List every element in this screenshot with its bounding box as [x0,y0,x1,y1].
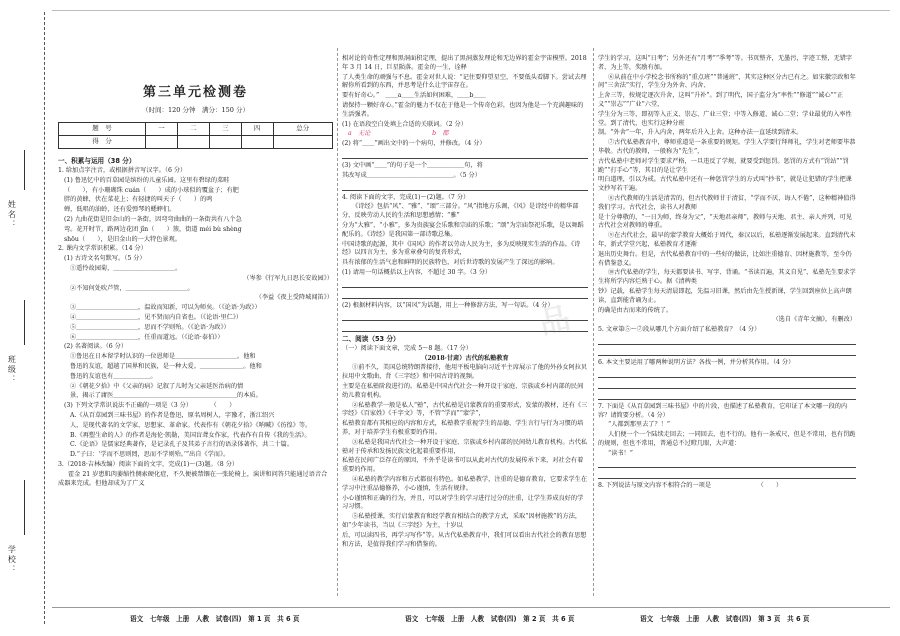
section-heading: 二、阅读（53 分） [342,334,400,343]
score-cell[interactable] [177,135,209,148]
text-line: (2) 九曲花街是旧金山的一条街，因弯弯曲曲的一条街共有八个急 [64,216,242,224]
watermark: 品 [536,299,580,342]
answer-line[interactable] [342,291,588,299]
score-cell: 得 分 [59,135,146,148]
text-line: 6. 本文主要运用了哪两种说明方法？各找一例，并分析其作用。（4 分） [598,358,795,366]
text-line: 8. 下列说法与原文内容不相符合的一项是 （ ） [598,482,783,490]
text-line: 5. 文章第⑤～⑦段从哪几个方面介绍了私塾教育？（4 分） [598,326,761,334]
text-line: A.《从百草园到三味书屋》的作者是鲁迅，原名周树人，字豫才，浙江绍兴 [70,411,275,419]
text-line: (1) 古诗文名句默写。（5 分） [64,255,146,263]
text-line: 4. 阅读下面的文字，完成(1)～(2)题。（7 分） [342,193,470,201]
text-line: ③私塾是我国古代社会一种开设于家庭、宗族或乡村内部的民间幼儿教育机构。古代私塾对于传承和发扬民族文化起着重要作用， [342,438,588,455]
name-label: 姓名： [7,200,17,230]
score-cell: 一 [146,122,178,135]
text-line: (2) 名著阅读。（6 分） [64,343,128,351]
text-line: 古代私塾中老师对学生要求严格，一旦违反了学规，就要受到惩罚。惩罚的方式有“罚站”“罚跪”“打手心”等，其目的是让学生 [598,157,849,174]
text-line: 钞》记载，私塾学生每天清晨即起，先温习旧课，然后由先生授新课，学生回到座位上高声朗读，直到能背诵为止。 [598,287,852,304]
score-cell: 二 [177,122,209,135]
text-line: ⑧古代教师的生活是清苦的，但古代教师甘于清贫，“学而不厌，诲人不倦”，这种精神值得我们学习。古代社会，读书人对教师 [598,194,856,211]
text-line: ③＿＿＿＿＿＿＿＿＿＿，温故而知新，可以为师矣。（《论语·为政》） [70,304,261,312]
cut-line [44,12,45,624]
column-3 [598,54,856,492]
column-divider [337,48,338,596]
column-1-body [58,157,333,489]
answer-line[interactable] [342,280,588,288]
page-footer-1: 语文 七年级 上册 人教 试卷(四) 第 1 页 共 6 页 [130,614,300,623]
text-line: 鲁迅的友谊也有＿＿＿＿＿＿。 [70,372,157,380]
column-1 [58,62,333,489]
text-line: （2018·甘肃）古代的私塾教育 [421,354,509,362]
answer-line[interactable] [598,337,856,345]
school-line [24,480,25,535]
text-line: 请保持一颗好奇心。”霍金的魅力不仅在于他是一个传奇色彩，也因为他是一个充满趣味的生活强者。 [342,101,584,118]
text-line: 其改写成＿＿＿＿＿＿＿＿＿＿＿＿＿＿。（5 分） [342,171,481,179]
text-line: ④私塾的教学内容和方式都很有特色。如私塾教学，注重的是德育教育，它要求学生在学习中注重品德修养，小心谨慎，生活有规律。 [342,476,588,492]
text-line: “人都到那里去了？！” [608,421,671,429]
answer-line[interactable] [598,381,856,389]
text-line: (1) 在语段空白处填上合适的关联词。（2 分） [342,120,467,128]
text-line: ⑩古代私塾的学生，每天都要读书、写字、背诵。“书读百遍，其义自见”，私塾先生要求学生将所学内容烂熟于心。据《清稗类 [598,269,856,286]
text-line: ①前不久，美国总统特朗普接待，他用平板电脑向习近平主席展示了他的外孙女阿拉贝拉用中文歌曲，背《三字经》和中国古诗的视频。 [342,364,588,381]
score-cell[interactable] [209,135,241,148]
text-line: 分为“大雅”、“小雅”，多为贵族宴会乐歌和宗庙的乐歌；“颂”为宗庙祭祀乐歌，是以舞蹈配乐的。《诗经》是我国第一部诗歌总集。 [342,221,584,238]
text-line: 的确是由古而来的传统了。 [598,306,673,314]
text-line: 弯。花开时节，路两边花团 jǐn（ ）簇，街道 méi bù shèng [64,225,242,233]
score-table-row [59,135,333,148]
score-cell[interactable] [146,135,178,148]
text-line: 私塾在民间广泛存在的原因，不外乎是读书可以从此对古代的发展传承下来，对社会有着重要的作用。 [342,457,584,474]
text-line: ⑤私塾授课，实行启蒙教育和经学教育相结合的教学方式，采取“因材施教”的方法，如“少年读书，当以《三字经》为主，十岁以 [342,513,582,530]
text-line: 景，揭示了庸医＿＿＿＿＿＿＿＿＿＿＿＿＿＿＿＿＿＿＿＿的本质。 [70,392,262,400]
text-line: 私塾教育都有其相应的内容和方式，私塾教学重视学生的品德、学生言行与行为习惯的培养，对于培养学生有极重要的作用。 [342,420,584,437]
binding-margin [0,0,52,636]
text-line: 相对论的奇性定理和黑洞面积定理，提出了黑洞蒸发理论和无边界的霍金宇宙模型。2018 年 3 月 14 日，巨星陨落。霍金的一生，诠释 [342,55,587,71]
text-line: 2. 课内文学常识积累。（14 分） [58,245,147,253]
text-line: a 无论 b 都 [348,130,449,138]
answer-line[interactable] [342,151,588,159]
score-cell[interactable] [241,135,273,148]
answer-line[interactable] [598,348,856,356]
column-divider [593,48,594,596]
text-line: (2) 根据材料内容，以“国风”为话题，用上一种修辞方法，写一句话。（4 分） [342,301,554,309]
text-line: “读书！” [608,449,633,457]
text-line: ④＿＿＿＿＿＿＿＿＿＿，见不贤而内自省也。（《论语·里仁》） [70,313,243,321]
answer-line[interactable] [598,392,856,400]
text-line: 人，是现代著名的文学家、思想家、革命家。代表作有《朝花夕拾》《呐喊》《彷徨》等。 [70,421,312,429]
text-line: 1. 给加点字注音，或根据拼音写汉字。（6 分） [58,167,187,175]
score-cell: 四 [241,122,273,135]
text-line: 具有浓郁的生活气息和鲜明的民族特色，对后世诗歌的发展产生了深远的影响。 [342,259,559,267]
text-line: 了人类生命的顽强与不息。霍金对世人说：“记住要仰望星空，不要低头看脚下。尝试去理解你所看到的东西，并思考是什么让宇宙存在。 [342,73,587,90]
text-line: (2) 将“＿＿”画出文中的一个病句，并修改。（4 分） [342,140,486,148]
text-line: （一）阅读下面文章，完成 5～8 题。（17 分） [342,344,472,352]
score-cell[interactable] [273,135,332,148]
score-cell: 题 号 [59,122,146,135]
text-line: ⑥＿＿＿＿＿＿＿＿＿＿，任重而道远。（《论语·泰伯》） [70,333,224,341]
score-cell: 三 [209,122,241,135]
score-cell: 总分 [273,122,332,135]
page-footer-3: 语文 七年级 上册 人教 试卷(四) 第 3 页 共 6 页 [640,614,810,623]
text-line: ②不知何处吹芦管，＿＿＿＿＿＿＿＿＿＿。 [70,284,194,292]
text-line: 3.（2018·吉林改编）阅读下面的文字，完成(1)～(3)题。（8 分） [58,460,239,468]
text-line: 中国诗歌的起源，其中《国风》的作者以劳动人民为主，多为反映现实生活的作品。《诗经》以四言为主，多为重章叠句的复沓形式， [342,240,581,257]
text-line: ⑤＿＿＿＿＿＿＿＿＿＿，思而不学则殆。（《论语·为政》） [70,323,230,331]
text-line: ⑨在古代社会，最早的蒙学教育大概始于周代，秦汉以后，私塾逐渐发展起来。直到清代末年，新式学堂兴起，私塾教育才逐渐 [598,232,856,248]
text-line: 后，可以读四书，再学习写作”等。从古代私塾教育中，我们可以看出古代社会的教育思想和方法，是值得我们学习和借鉴的。 [342,531,587,548]
page-footer-2: 语文 七年级 上册 人教 试卷(四) 第 2 页 共 6 页 [405,614,575,623]
text-line: 是十分尊敬的，“一日为师，终身为父”，“天地君亲师”，教师与天地、君主、亲人并列，可见古代社会对教师的尊重。 [598,213,852,230]
column-3-body [598,55,856,491]
score-table-head [59,122,333,135]
top-rule [52,10,890,11]
section-heading: 一、积累与运用（38 分） [58,156,136,165]
text-line: 退出历史舞台。但是，古代私塾教育中的一些好的做法，比如注重德育、因材施教等，至今仍有借鉴意义。 [598,250,852,267]
text-line: 《诗经》包括“风”、“雅”、“颂”三部分。“风”指地方乐调，《风》是诗经中的精华部分，反映劳动人民的生活和思想感情；“雅” [342,203,579,220]
text-line: 制。“外舍”一年，升入内舍，两年后升入上舍。这种办法一直延续到清末。 [598,129,803,137]
text-line: 上舍三等，按规定逐次升舍，这叫“升补”。到了明代，国子监分为“率性”“修道”“诚心”“正义”“崇志”“广业”六堂， [598,92,844,108]
text-line: (1) 请用一句话概括以上内容，不超过 30 字。（3 分） [342,268,492,276]
answer-line[interactable] [342,183,588,191]
text-line: (3) 文中画“＿＿”的句子是一个＿＿＿＿＿＿句，将 [342,161,483,169]
text-line: 7. 下面是《从百草园到三味书屋》中的片段，也描述了私塾教育，它印证了本文哪一段的内容？请简要分析。（4 分） [598,402,848,419]
score-table [58,122,333,149]
text-line: ②私塾教学一般是私人“塾”，古代私塾是启蒙教育的重要形式，发蒙的教材，还有《三字经》《百家姓》《千字文》等，不管“学而”“蒙学”， [342,401,588,418]
text-line: ①鲁迅在日本留学时认识的一位恩师是＿＿＿＿＿＿＿＿＿＿。他和 [70,353,256,361]
text-line: ⑥从前在中小学校念书所称的“重点班”“普通班”，其实这种区分古已有之。如宋徽宗政和年间“三舍法”实行，学生分为外舍、内舍、 [598,73,856,90]
text-line: D.“子曰：‘学而不思则罔，思而不学则殆。’”出自《学而》。 [70,451,230,459]
text-line: ②《朝花夕拾》中《父亲的病》记叙了儿时为父亲延医治病的情 [70,382,244,390]
text-line: ①遥怜故园菊，＿＿＿＿＿＿＿＿＿＿。 [70,265,182,272]
class-line [24,300,25,345]
exam-title: 第三单元检测卷 [142,85,248,100]
text-line: ⑦古代私塾教育中，尊师重道是一条重要的规矩。学生入学要行拜师礼，学生对老师要毕恭毕敬。古代的教师，一般称为“先生”， [598,139,856,155]
text-line: 明白道理，引以为戒。古代私塾中还有一种惩罚学生的方式叫“抄书”，就是让犯错的学生把课文抄写若干遍。 [598,176,852,193]
text-line: 人们便一个一个陆续走回去；一同回去，也不行的。他有一条戒尺，但是不常用，也有罚跪的规则，但也不常用，普通总不过瞪几眼，大声道： [598,431,856,447]
text-line: 学生的学习，这叫“日考”；另外还有“月考”“季考”等。书页整齐，无墨污，字迹工整，无错字者，为上等，奖励有加。 [598,55,853,71]
exam-meta: （时间：120 分钟 满分：150 分） [142,106,249,115]
bottom-rule [52,607,890,608]
text-line: 学生分为三等，即初等入正义、崇志、广业三堂；中等入修道、诚心二堂；学业最优的入率性堂。到了清代，也实行这种分班 [598,110,852,127]
text-line: （岑参《行军九日思长安故园》） [243,274,333,282]
class-label: 班级： [7,355,17,385]
text-line: 主要是在私塾阶段进行的。私塾是中国古代社会一种开设于家庭、宗族或乡村内部的民间幼儿教育机构。 [342,383,584,399]
answer-line[interactable] [598,471,856,479]
text-line: 霍金 21 岁患肌肉萎缩性侧索硬化症，不久便被禁锢在一张轮椅上，演讲和问答只能通过语音合成器来完成。但他却成为了广义 [58,470,328,487]
text-line: B.《再塑生命的人》的作者是海伦·凯勒，美国盲聋女作家，代表作有自传《我的生活》。 [70,431,311,439]
answer-line[interactable] [598,460,856,468]
text-line: 蝉，低唱的油蛉，还有爱弹琴的蟋蟀们。 [64,206,176,214]
text-line: （选自《青年文摘》，有删改） [772,316,856,324]
text-line: 鲁迅的友谊，超越了国界和民族，是一种大爱。＿＿＿＿＿＿＿。他和 [70,362,262,370]
text-line: 小心谨慎和正确的行为，并且，可以对学生的学习进行过分的注重，让学生养成良好的学习习惯。 [342,494,584,511]
text-line: shōu（ ），是旧金山的一大特色景观。 [64,235,181,243]
text-line: （ ），有小珊瑚珠 cuán（ ）成的小球似的覆盆子；有肥 [64,186,239,194]
text-line: 要有好奇心。” ＿＿a＿＿生活如何困难，＿＿b＿＿ [342,92,486,100]
text-line: (1) 鲁迅忆中的百草园是缤纷的儿童乐园。这里有碧绿的菜畦 [64,176,230,184]
text-line: （李益《夜上受降城闻笛》） [255,294,333,302]
text-line: 胖的黄蜂，伏在菜花上；有轻捷的叫天子（ ）的鸣 [64,196,213,204]
answer-line[interactable] [598,370,856,378]
text-line: (3) 下列文学常识说法不正确的一项是（3 分） （ ） [64,402,236,410]
name-line [24,150,25,190]
school-label: 学校： [7,545,17,575]
text-line: C.《论语》是儒家经典著作，是记录孔子及其弟子言行的语录体著作，共二十篇。 [70,441,294,449]
